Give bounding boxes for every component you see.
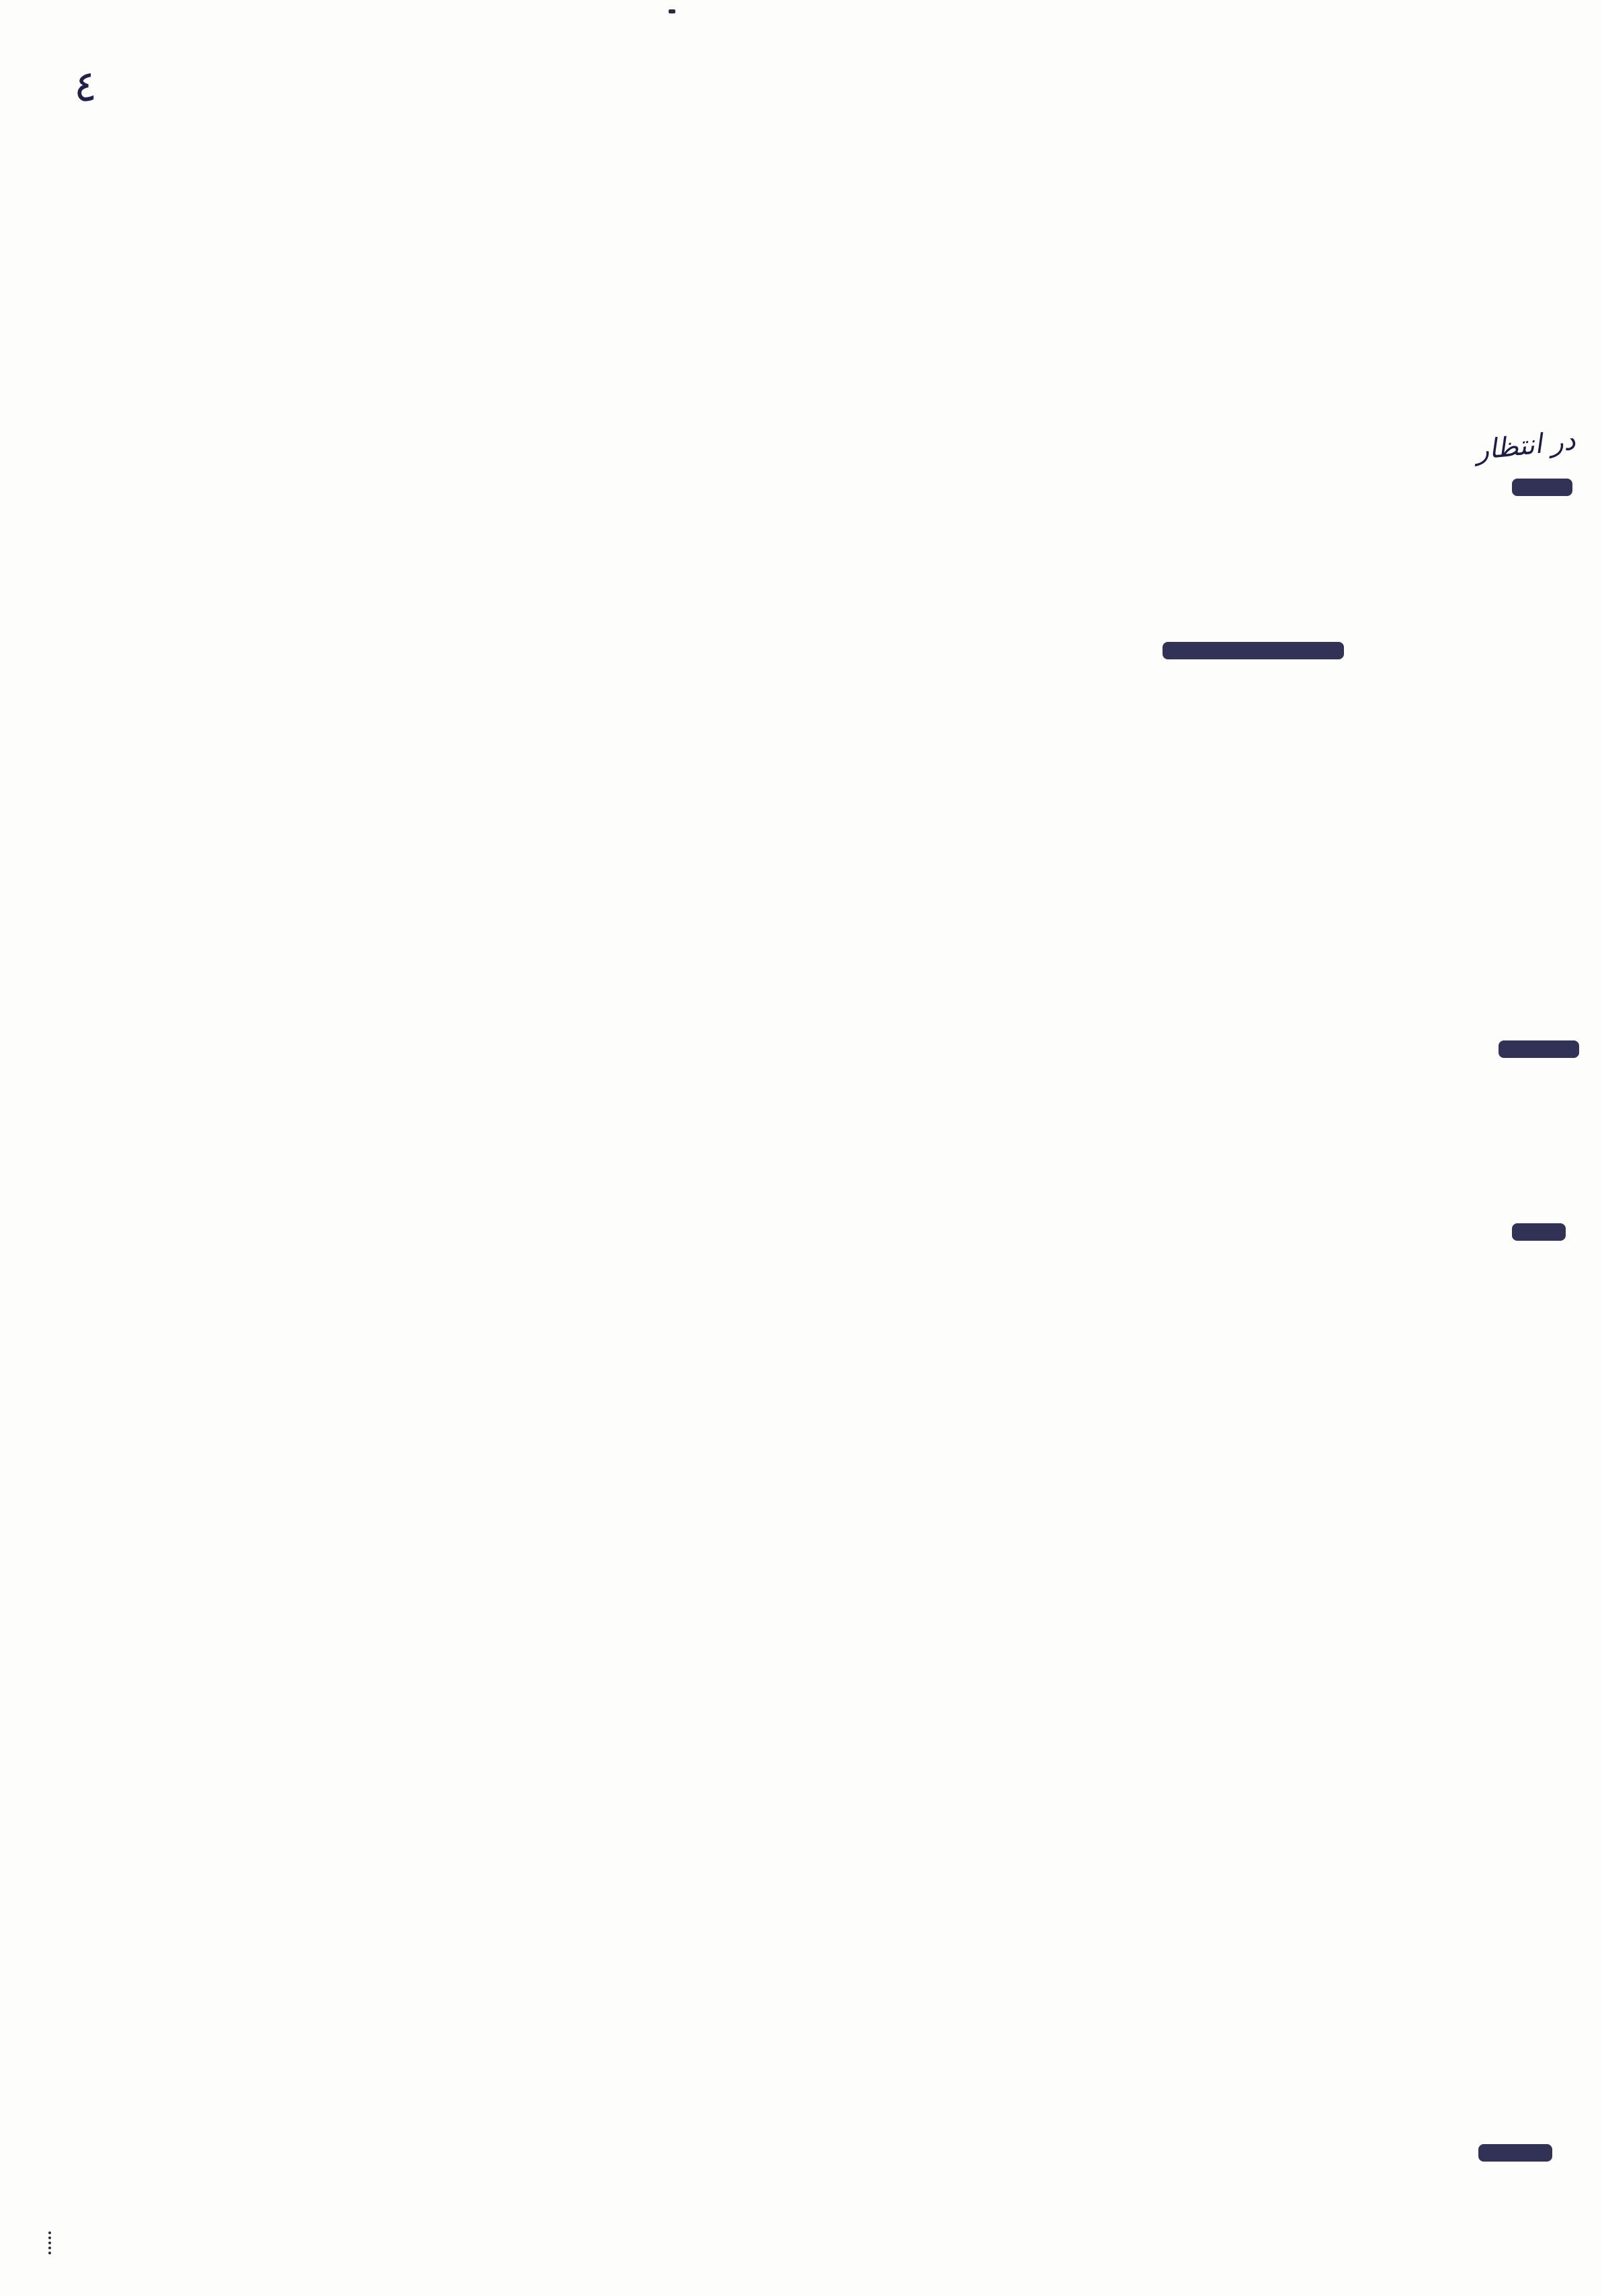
handwritten-line bbox=[47, 1531, 1555, 1606]
handwritten-line bbox=[47, 1155, 1555, 1230]
handwritten-line bbox=[47, 2133, 1555, 2209]
page-number: ٤ bbox=[74, 62, 97, 112]
handwritten-line bbox=[47, 1381, 1555, 1456]
handwritten-line bbox=[47, 1004, 1555, 1079]
handwritten-line bbox=[47, 1606, 1555, 1682]
handwritten-line bbox=[47, 1908, 1555, 1983]
handwritten-line bbox=[47, 2058, 1555, 2133]
handwritten-line bbox=[47, 854, 1555, 929]
handwritten-line bbox=[47, 929, 1555, 1004]
handwritten-line bbox=[47, 1757, 1555, 1832]
handwritten-line bbox=[47, 1983, 1555, 2058]
handwritten-line bbox=[47, 101, 1555, 176]
handwritten-line bbox=[47, 1305, 1555, 1381]
handwritten-line bbox=[47, 552, 1555, 628]
handwritten-line bbox=[47, 477, 1555, 552]
ink-scribble bbox=[1499, 1040, 1579, 1058]
handwritten-line bbox=[47, 176, 1555, 251]
handwritten-body bbox=[47, 101, 1555, 2209]
ink-scribble bbox=[1478, 2144, 1552, 2162]
handwritten-line bbox=[47, 1682, 1555, 1757]
ink-scribble bbox=[1512, 479, 1572, 496]
margin-note: در انتظار bbox=[1474, 425, 1576, 466]
handwritten-line bbox=[47, 327, 1555, 402]
handwritten-line bbox=[47, 1079, 1555, 1155]
ink-scribble bbox=[1512, 1223, 1566, 1241]
margin-marks bbox=[48, 2231, 54, 2254]
handwritten-line bbox=[47, 778, 1555, 854]
handwritten-line bbox=[47, 251, 1555, 327]
handwritten-line bbox=[47, 1456, 1555, 1531]
handwritten-line bbox=[47, 628, 1555, 703]
handwritten-line bbox=[47, 402, 1555, 477]
handwritten-line bbox=[47, 703, 1555, 778]
handwritten-line bbox=[47, 1832, 1555, 1908]
handwritten-line bbox=[47, 1230, 1555, 1305]
ink-dot bbox=[669, 9, 675, 13]
ink-scribble bbox=[1163, 642, 1344, 659]
